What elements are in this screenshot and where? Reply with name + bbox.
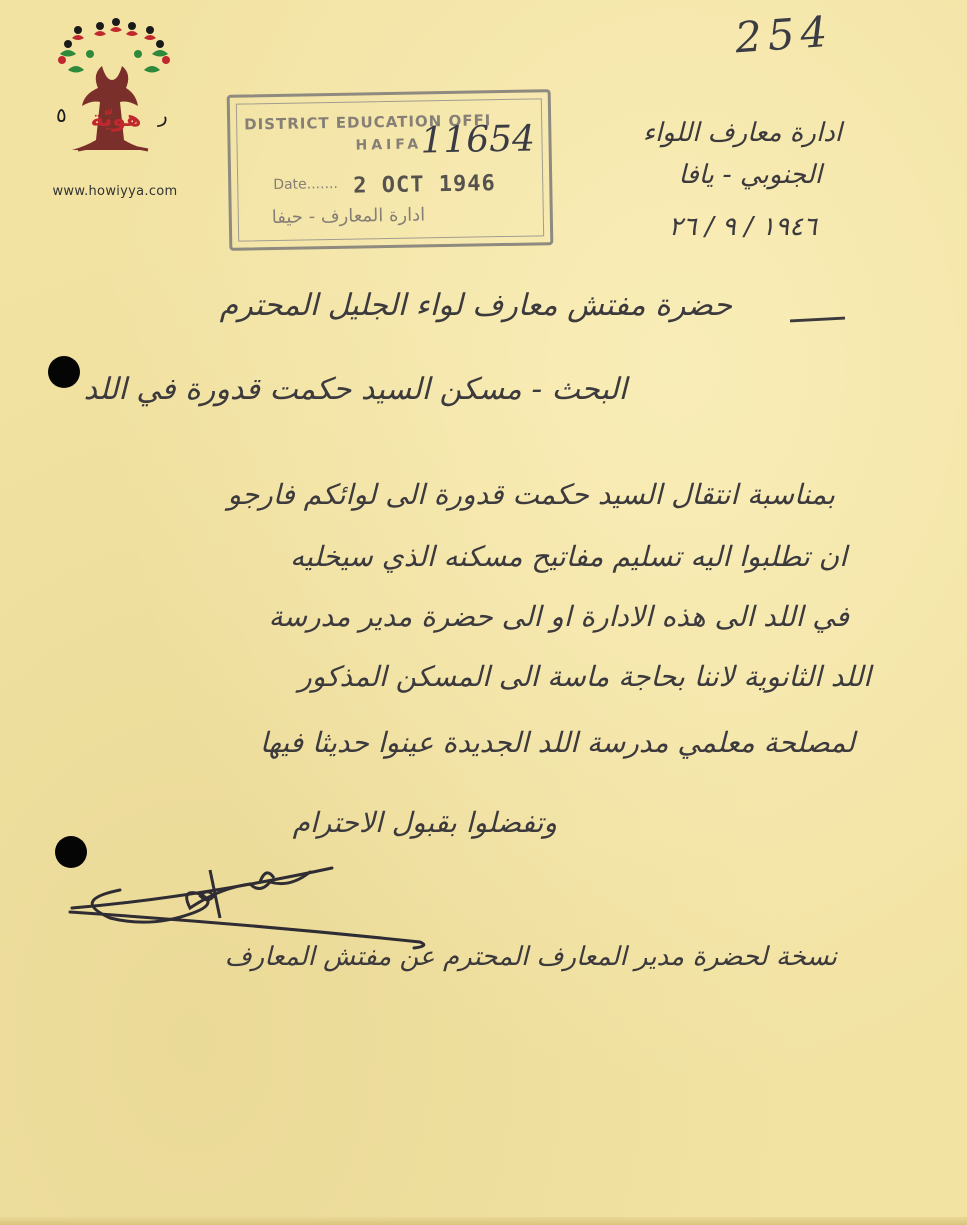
family-tree-logo-icon — [38, 18, 188, 178]
punch-hole-top — [48, 356, 80, 388]
stamp-arabic-text: ادارة المعارف - حيفا — [271, 204, 426, 229]
sender-line-2: الجنوبي - يافا — [678, 160, 822, 190]
howiyya-logo — [38, 18, 198, 199]
sender-line-1: ادارة معارف اللواء — [642, 118, 842, 148]
stamp-title: DISTRICT EDUCATION OFFI — [244, 111, 492, 134]
svg-text:٥: ٥ — [56, 103, 67, 127]
svg-text:هويّة: هويّة — [90, 107, 142, 132]
subject-line: البحث - مسكن السيد حكمت قدورة في اللد — [83, 372, 627, 407]
page-number: 254 — [733, 6, 835, 63]
letter-date: ١٩٤٦ / ٩ / ٢٦ — [668, 212, 817, 242]
body-line: ان تطلبوا اليه تسليم مفاتيح مسكنه الذي سيخليه — [290, 540, 847, 573]
signature-caption: نسخة لحضرة مدير المعارف المحترم عن مفتش المعارف — [224, 942, 837, 972]
closing-line: وتفضلوا بقبول الاحترام — [292, 806, 557, 839]
registration-number: 11654 — [420, 118, 536, 162]
svg-text:ر: ر — [158, 103, 168, 127]
logo-url[interactable]: www.howiyya.com — [52, 184, 178, 199]
stamp-city: HAIFA — [355, 136, 423, 154]
stamp-date: 2 OCT 1946 — [353, 171, 496, 199]
address-line: حضرة مفتش معارف لواء الجليل المحترم — [219, 288, 732, 323]
district-education-stamp — [227, 89, 554, 251]
body-line: اللد الثانوية لاننا بحاجة ماسة الى المسكن المذكور — [298, 660, 871, 693]
body-line: بمناسبة انتقال السيد حكمت قدورة الى لوائكم فارجو — [227, 478, 835, 511]
stamp-date-label: Date....... — [273, 175, 338, 194]
body-line: في اللد الى هذه الادارة او الى حضرة مدير مدرسة — [268, 600, 849, 633]
page-edge — [0, 1217, 967, 1225]
body-line: لمصلحة معلمي مدرسة اللد الجديدة عينوا حديثا فيها — [259, 726, 855, 759]
